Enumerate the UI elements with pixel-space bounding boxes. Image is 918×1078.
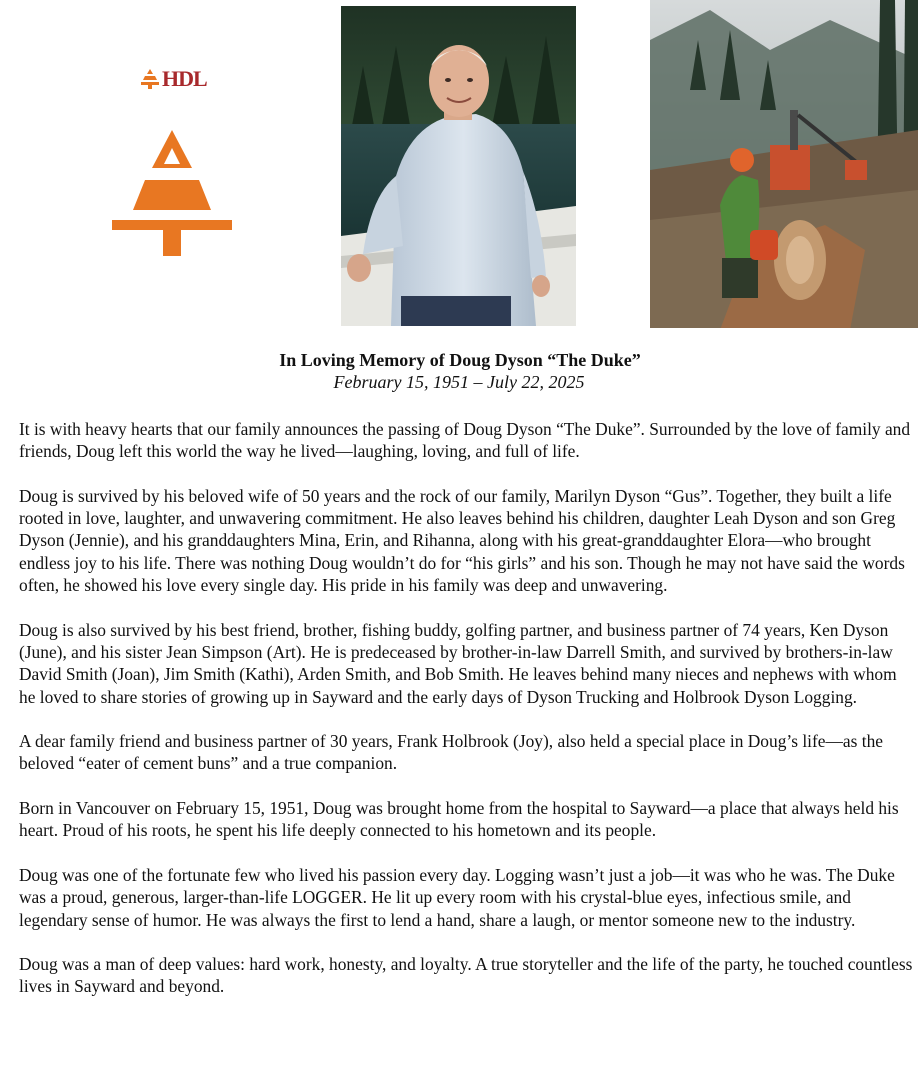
paragraph: Doug is survived by his beloved wife of 50 years and the rock of our family, Marilyn Dyson “Gus”. Together, they built a life rooted in love, laughter, and unwavering commitment. He also leaves behind his children, daughter Leah Dyson and son Greg Dyson (Jennie), and his granddaughters Mina, Erin, and Rihanna, along with his great-granddaughter Elora—who brought endless joy to his life. There was nothing Doug wouldn’t do for “his girls” and his son. Though he may not have said the words often, he showed his love every single day. His pride in his family was deep and unwavering. xyxy=(19,485,905,596)
paragraph: A dear family friend and business partner of 30 years, Frank Holbrook (Joy), also held a special place in Doug’s life—as the beloved “eater of cement buns” and a true companion. xyxy=(19,731,883,774)
paragraph: Doug was a man of deep values: hard work, honesty, and loyalty. A true storyteller and the life of the party, he touched countless lives in Sayward and beyond. xyxy=(19,954,913,997)
paragraph: Born in Vancouver on February 15, 1951, Doug was brought home from the hospital to Sayward—a place that always held his heart. Proud of his roots, he spent his life deeply connected to his hometown and its people. xyxy=(19,798,899,841)
header xyxy=(0,0,918,330)
logging-photo xyxy=(650,0,918,328)
paragraph: Doug is also survived by his best friend, brother, fishing buddy, golfing partner, and business partner of 74 years, Ken Dyson (June), and his sister Jean Simpson (Art). He is predeceased by brother-in-law Darrell Smith, and survived by brothers-in-law David Smith (Joan), Jim Smith (Kathi), Arden Smith, and Bob Smith. He leaves behind many nieces and nephews with whom he loved to share stories of growing up in Sayward and the early days of Dyson Trucking and Holbrook Dyson Logging. xyxy=(19,619,897,707)
paragraph: Doug was one of the fortunate few who lived his passion every day. Logging wasn’t just a job—it was who he was. The Duke was a proud, generous, larger-than-life LOGGER. He lit up every room with his crystal-blue eyes, infectious smile, and legendary sense of humor. He was always the first to lend a hand, share a laugh, or mentor someone new to the industry. xyxy=(19,864,895,930)
portrait-image xyxy=(341,6,576,326)
memorial-title: In Loving Memory of Doug Dyson “The Duke” xyxy=(279,350,641,370)
tree-icon xyxy=(140,68,160,90)
memorial-dates: February 15, 1951 – July 22, 2025 xyxy=(333,372,585,392)
logo-text: HDL xyxy=(162,66,207,91)
paragraph: It is with heavy hearts that our family announces the passing of Doug Dyson “The Duke”. Surrounded by the love of family and friends, Doug left this world the way he lived—laughing, loving, and full of life. xyxy=(19,419,911,462)
portrait-photo xyxy=(341,6,576,326)
hdl-tree-logo xyxy=(110,128,234,258)
logging-image xyxy=(650,0,918,328)
hdl-logo xyxy=(140,66,207,92)
obituary-text xyxy=(19,418,914,1020)
memorial-heading xyxy=(0,349,918,393)
tree-logo-icon xyxy=(110,128,234,258)
